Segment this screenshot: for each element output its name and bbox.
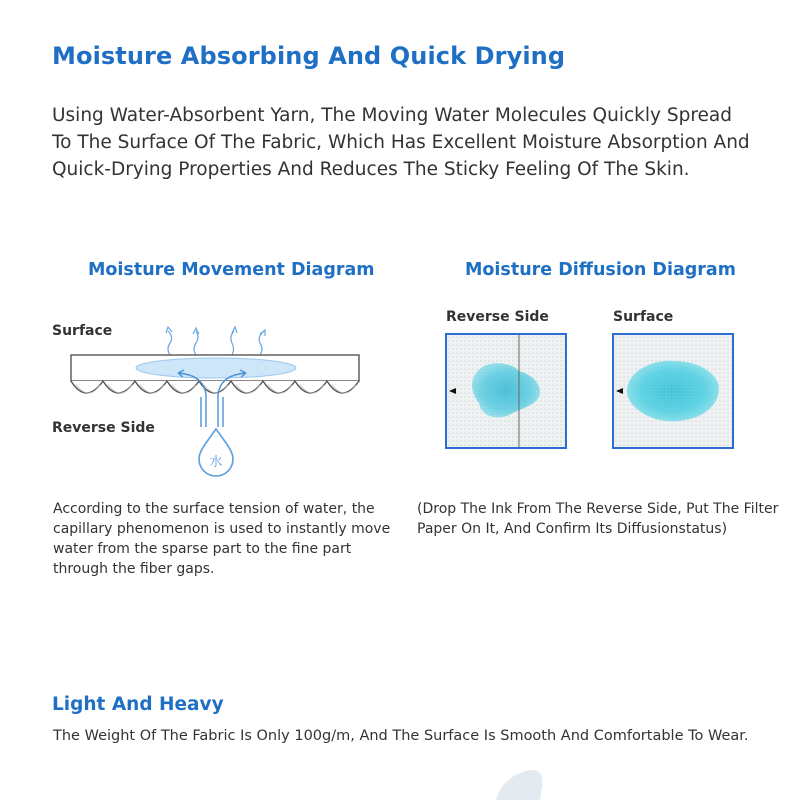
reverse-side-swatch	[445, 333, 567, 449]
intro-paragraph: Using Water-Absorbent Yarn, The Moving Water Molecules Quickly Spread To The Surface Of The Fabric, Which Has Excellent Moisture Absorption And Quick-Drying Properties And Reduces The Sticky Feeling Of The Skin.	[52, 105, 750, 180]
surface-swatch	[612, 333, 734, 449]
diffusion-surface-label: Surface	[613, 309, 674, 325]
water-drop-glyph: 水	[209, 455, 223, 470]
diffusion-diagram-title: Moisture Diffusion Diagram	[465, 260, 736, 280]
moisture-spread	[136, 358, 296, 378]
decorative-fabric-edge	[488, 762, 548, 800]
movement-surface-label: Surface	[52, 323, 113, 339]
moisture-movement-diagram	[66, 325, 366, 480]
light-heavy-title: Light And Heavy	[52, 694, 224, 715]
diffusion-reverse-label: Reverse Side	[446, 309, 549, 325]
movement-reverse-label: Reverse Side	[52, 420, 155, 436]
movement-diagram-title: Moisture Movement Diagram	[88, 260, 375, 280]
movement-caption: According to the surface tension of water, the capillary phenomenon is used to instantly move water from the sparse part to the fine part through the fiber gaps.	[53, 501, 391, 577]
page-title: Moisture Absorbing And Quick Drying	[52, 42, 566, 70]
vapor-arrows-icon	[166, 327, 265, 355]
diffusion-caption: (Drop The Ink From The Reverse Side, Put The Filter Paper On It, And Confirm Its Diffusionstatus)	[417, 501, 779, 537]
light-heavy-text: The Weight Of The Fabric Is Only 100g/m, And The Surface Is Smooth And Comfortable To Wear.	[53, 728, 749, 744]
